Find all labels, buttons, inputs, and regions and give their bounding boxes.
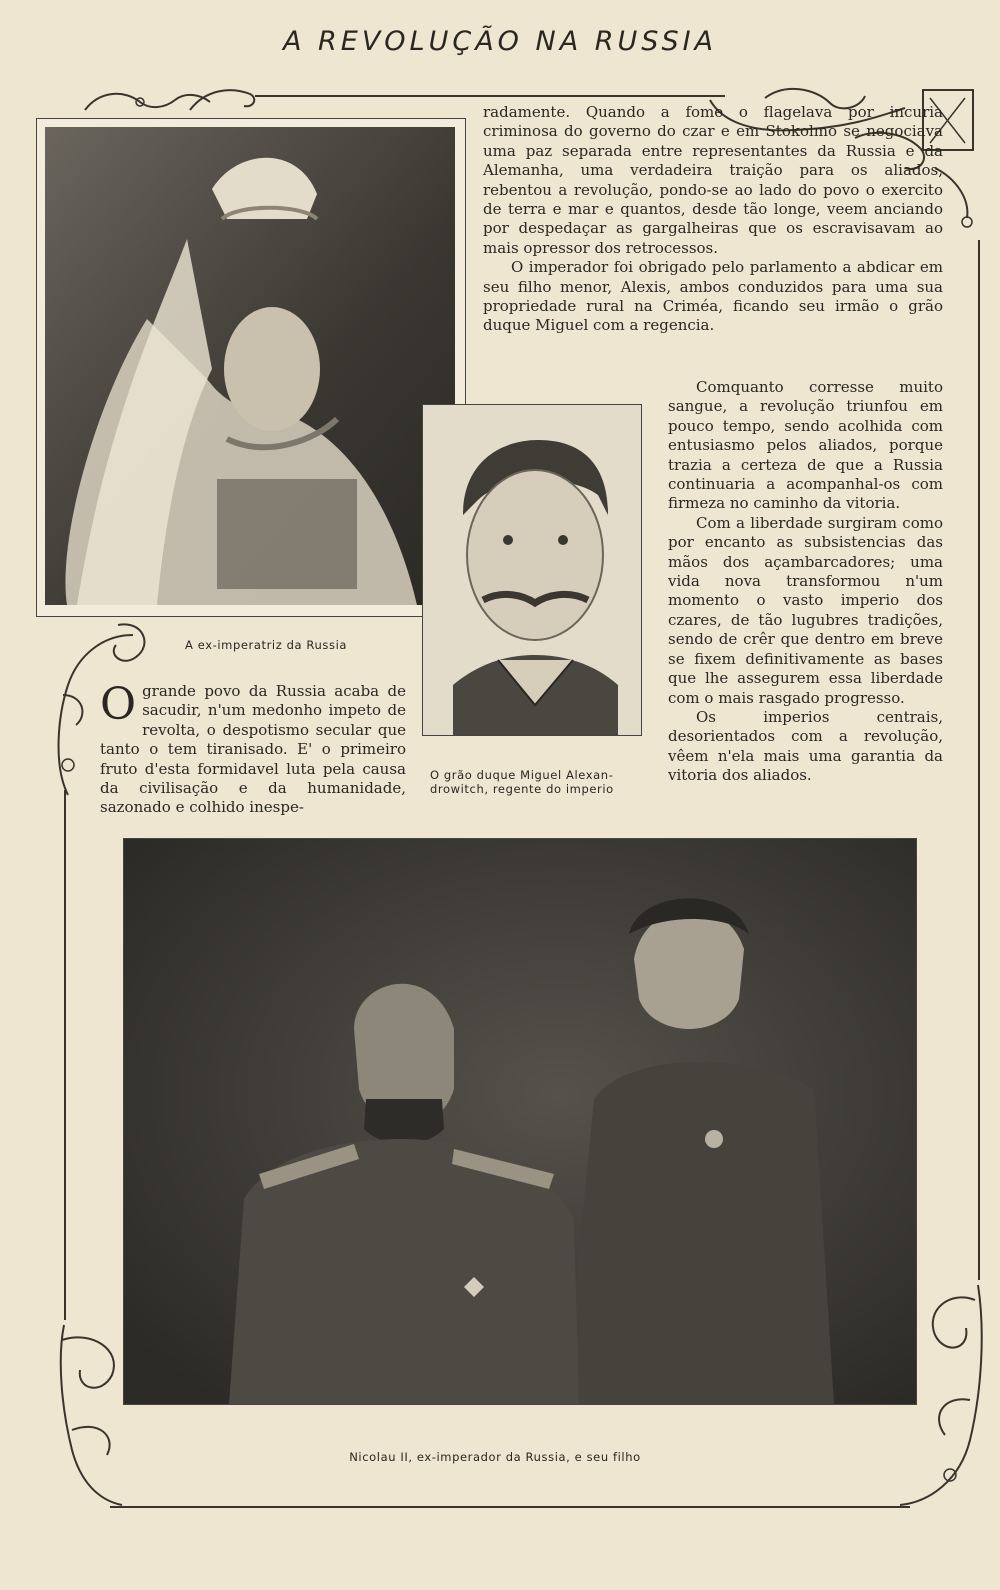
frame-top-line — [255, 95, 725, 97]
portrait-woman-icon — [37, 119, 465, 616]
grand-duke-photo — [422, 404, 642, 736]
grand-duke-caption — [430, 768, 614, 796]
tsar-and-son-photo — [123, 838, 917, 1405]
scroll-ornament-top-left-icon — [80, 80, 260, 120]
empress-caption: A ex-imperatriz da Russia — [185, 638, 348, 652]
article-left-column — [100, 679, 406, 818]
article-paragraph: radamente. Quando a fome o flagelava por incuria criminosa do governo do czar e em Stokolmo se negociava uma paz separada entre representantes da Russia e da Alemanha, uma verdadeira traição para os aliados, rebentou a revolução, pondo-se ao lado do povo o exercito de terra e mar e quantos, desde tão longe, veem anciando por despedaçar as gargalheiras que os escravisavam ao mais opressor dos retrocessos. — [483, 103, 943, 257]
grand-duke-caption-line1: O grão duque Miguel Alexan- — [430, 768, 614, 782]
empress-photo — [36, 118, 466, 617]
tsar-caption: Nicolau II, ex-imperador da Russia, e seu filho — [349, 1450, 641, 1464]
article-right-narrow-column — [668, 378, 943, 786]
article-paragraph: Com a liberdade surgiram como por encanto as subsistencias das mãos dos açambarcadores; uma vida nova transformou n'um momento o vasto imperio dos czares, de tão lugubres tradições, sendo de crêr que dentro em breve se fixem definitivamente as bases que lhe assegurem essa liberdade com o mais rasgado progresso. — [668, 513, 943, 707]
article-paragraph: O imperador foi obrigado pelo parlamento a abdicar em seu filho menor, Alexis, ambos conduzidos para uma sua propriedade rural na Criméa, ficando seu irmão o grão duque Miguel com a regencia. — [483, 258, 943, 335]
grand-duke-caption-line2: drowitch, regente do imperio — [430, 782, 614, 796]
page-title: A REVOLUÇÃO NA RUSSIA — [282, 26, 718, 57]
portrait-man-icon — [423, 405, 641, 735]
dropcap-letter: O — [100, 679, 137, 730]
portrait-two-men-icon — [124, 839, 916, 1404]
article-right-top-column — [483, 103, 943, 336]
article-paragraph: Comquanto corresse muito sangue, a revolução triunfou em pouco tempo, sendo acolhida com entusiasmo pelos aliados, porque trazia a certeza de que a Russia continuaria a acompanhal-os com firmeza no caminho da vitoria. — [668, 378, 943, 513]
article-left-text: grande povo da Russia acaba de sacudir, n'um medonho impeto de revolta, o despotismo secular que tanto o tem tiranisado. E' o primeiro fruto d'esta formidavel luta pela causa da civilisação e da humanidade, sazonado e colhido inespe- — [100, 682, 406, 817]
frame-bottom-line — [110, 1506, 910, 1508]
frame-left-line — [64, 790, 66, 1320]
article-paragraph: Os imperios centrais, desorientados com a revolução, vêem n'ela mais uma garantia da vitoria dos aliados. — [668, 707, 943, 785]
frame-right-line — [978, 240, 980, 1280]
